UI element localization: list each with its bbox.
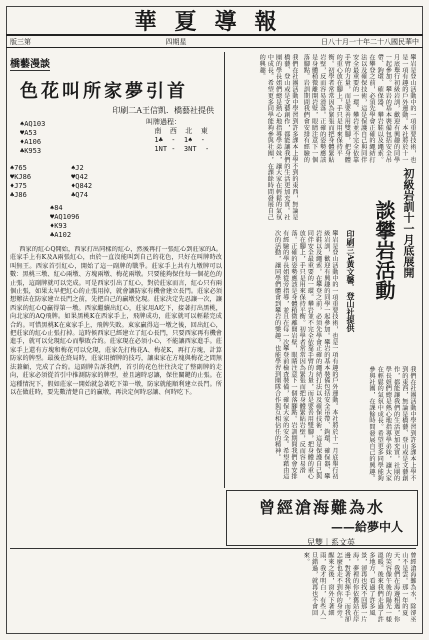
bridge-hand-south: ♠84 ♥AQ1096 ♦K93 ♣A102 <box>50 204 80 239</box>
bridge-bidding: 叫牌過程： 南 西 北 東 1♣ - 1♠ - 1NT - 3NT - <box>146 118 210 153</box>
bridge-hand-north: ♠AQ103 ♥A53 ♦A106 ♣K953 <box>20 120 46 155</box>
poem-author: 兒雙｜系文英 <box>307 538 355 547</box>
bottom-divider <box>10 548 416 549</box>
poem-title: 曾經滄海難為水 <box>258 498 385 517</box>
bridge-hand-east: ♠J2 ♥Q42 ♦Q842 ♣Q74 <box>71 164 93 199</box>
poem-header <box>226 490 418 546</box>
masthead <box>6 6 423 34</box>
hike-body-cont: 我們在社團活動中學習到許多課本上學不到的東西，無論是橋藝、登山或是文藝創作，都能讓我們的生活更加充實。社團的學長姐們總是熱心地指導學弟妹，讓大家在輕鬆的氣氛中成長。希望更多同學能夠參與社團，在課餘時間發展自己的興趣。 <box>367 366 416 482</box>
weekday: 四期星 <box>165 37 187 46</box>
hike-credit: 印刷三A黃文馨．登山社提供 <box>346 230 356 333</box>
dateline <box>6 34 423 48</box>
column-divider <box>224 52 225 488</box>
hike-body-top: 攀岩是登山活動中的一項重要技術，也是一項有趣的戶外運動。本社將於十一月底舉行初級岩訓，歡迎有興趣的同學一起參加。攀岩的基本裝備包括安全吊帶、鉤環、確保器、攀岩鞋以及繩索。在攀登之前，必須先學會正確的繩結打法以及確保技術，這是保護自己與同伴安全最重要的一環。攀岩並不完全依靠手臂的力量，而是要善用雙腳，把身體的重心放在腳上，手只是用來保持平衡。初學者常常因為緊張而把身體緊貼岩壁，反而容易滑落。正確的姿勢應該是身體稍微離開岩壁，眼睛注意下一個落腳點。岩訓期間我們會安排有經驗的 <box>302 54 416 163</box>
masthead-title: 華夏導報 <box>134 8 295 35</box>
bridge-hand-west: ♠765 ♥KJ86 ♦J75 ♣J86 <box>10 164 32 199</box>
bridge-article <box>10 52 222 612</box>
bridge-body-wrap <box>10 246 222 576</box>
hike-title: 談攀岩活動 <box>372 200 396 300</box>
poem-body: 曾經滄海難為水，除卻巫山不是雲。那一年的夏天，我們在海邊相遇，你的笑容像午後的陽光一樣溫暖。後來我們走過了許多地方，看過了許多風景，卻再也找不回那一片海。夢裡的你依舊站在岸邊，對著我揮手，而我卻怎麼也走不到你的身旁。醒來之後，窗外下著細雨，我才明白，有些人一旦錯過，就再也不會回來。 <box>302 552 416 623</box>
bridge-credit: 印刷二A王信凱．橋藝社提供 <box>112 106 214 115</box>
right-top-column: 我們在社團活動中學習到許多課本上學不到的東西，無論是橋藝、登山或是文藝創作，都能讓我們的生活更加充實。社團的學長姐們總是熱心地指導學弟妹，讓大家在輕鬆的氣氛中成長。希望更多同學能夠參與社團，在課餘時間發展自己的興趣。 <box>258 54 298 221</box>
hike-body: 攀岩是登山活動中的一項重要技術，也是一項有趣的戶外運動。本社將於十一月底舉行初級岩訓，歡迎有興趣的同學一起參加。攀岩的基本裝備包括安全吊帶、鉤環、確保器、攀岩鞋以及繩索。在攀登之前，必須先學會正確的繩結打法以及確保技術，這是保護自己與同伴安全最重要的一環。攀岩並不完全依靠手臂的力量，而是要善用雙腳，把身體的重心放在腳上，手只是用來保持平衡。初學者常常因為緊張而把身體緊貼岩壁，反而容易滑落。正確的姿勢應該是身體稍微離開岩壁，眼睛注意下一個落腳點。岩訓期間我們會安排有經驗的學長姐從旁指導，並且在每一次攀登前檢查裝備，確保大家的安全。希望藉由這次的活動，讓同學們體會到攀岩的樂趣，也能學習到團隊合作與互相信任的精神。 <box>273 230 338 480</box>
bridge-body: 西家的紅心Q開始，西家打出同樣的紅心，然後再打一張紅心到莊家的A。莊家手上有K及A兩張紅心，由於一直沒能叫到自己的花色，只好在叫牌時改叫無王。西家首引紅心，開始了這一副牌的戰爭。莊家手上共有九墩牌可以數：黑桃三墩、紅心兩墩、方塊兩墩、梅花兩墩。只要能夠保住每一個花色的止張，這副牌就可以完成。可是西家引出了紅心，對於莊家而言，紅心只有兩個止張，如果太早把紅心的止張用掉，就會讓防家有機會建立長門。莊家必須想辦法在防家建立長門之前，先把自己的贏墩兌現。莊家決定先忍讓一次，讓西家的紅心Q贏得第一墩。西家繼續出紅心，莊家用A吃下，接著打出黑桃，向北家的AQ飛牌。如果黑桃K在西家手上，飛牌成功，莊家就可以輕鬆完成合約。可惜黑桃K在東家手上，飛牌失敗。東家贏得這一墩之後，回出紅心，把莊家的紅心止張打掉。這時候西家已經建立了紅心長門，只要西家再有機會進手，就可以兌現紅心而擊敗合約。莊家現在必須小心，不能讓西家進手。莊家手上還有方塊和梅花可以兌現，莊家先打梅花A、梅花K，再打方塊，計算防家的牌型。最後在終局時，莊家用擠牌的技巧，讓東家在方塊與梅花之間無法兼顧，完成了合約。這副牌告訴我們，首引的花色往往決定了整副牌的走向，莊家必須從首引中推測防家的牌型，並且適時忍讓，保住關鍵的止張。在這種情況下，假如莊家一開始就急著吃下第一墩，防家就能順利建立長門。所以在做莊時，要先數清楚自己的贏墩，再決定何時忍讓、何時吃下。 <box>10 246 222 396</box>
poem-subtitle: ——給夢中人 <box>330 520 403 534</box>
bridge-title: 色花叫所家夢引首 <box>20 81 188 102</box>
page-number: 版三第 <box>10 37 31 46</box>
issue-date: 日八十月一十年二十八國民華中 <box>321 37 419 46</box>
hike-series: 初級岩訓十一月底展開 <box>402 168 415 278</box>
bridge-section-tag: 橋藝漫談 <box>10 55 50 71</box>
